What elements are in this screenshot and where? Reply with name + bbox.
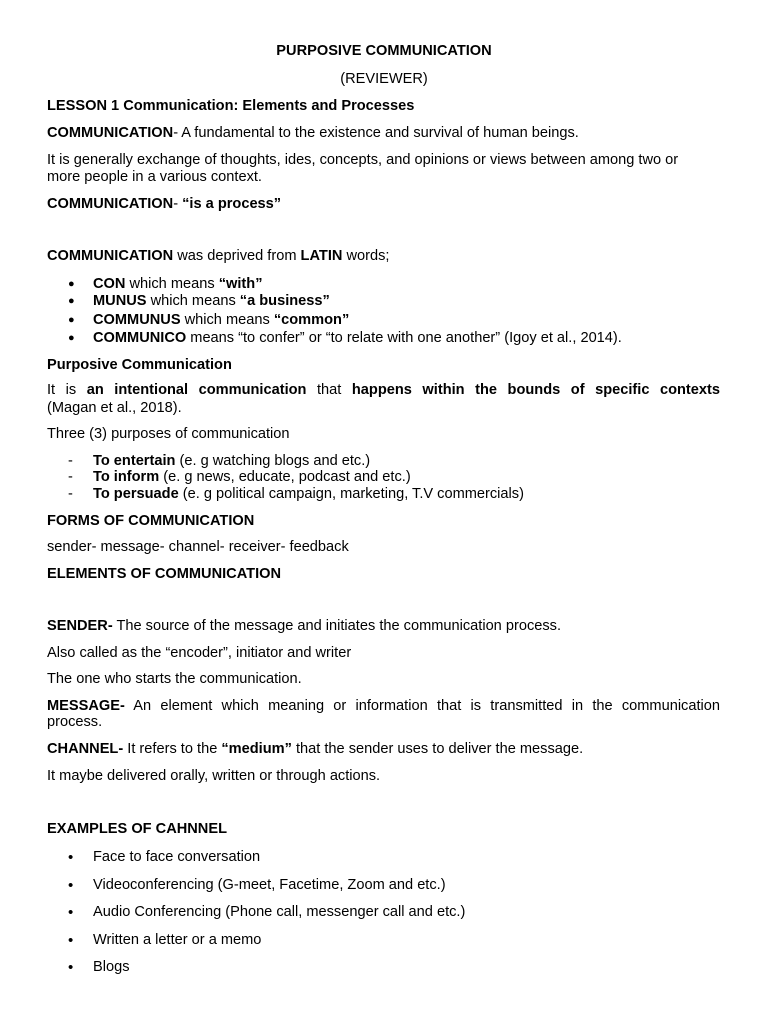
message-term: MESSAGE- xyxy=(47,698,125,714)
list-item: Face to face conversation xyxy=(93,849,261,865)
list-item: Videoconferencing (G-meet, Facetime, Zoom and etc.) xyxy=(93,877,446,893)
dash-icon: - xyxy=(68,453,73,469)
process-text: “is a process” xyxy=(182,196,282,212)
list-item xyxy=(93,453,370,470)
bullet-icon: ● xyxy=(68,278,75,290)
latin-term-communication: COMMUNICATION xyxy=(47,248,174,264)
bullet-icon: • xyxy=(68,959,74,976)
list-item-term: COMMUNICO xyxy=(93,330,187,346)
latin-text-b: words; xyxy=(342,248,390,264)
bullet-icon: • xyxy=(68,877,74,894)
latin-origin xyxy=(47,248,389,265)
message-text: An element which meaning or information that is transmitted in the communication xyxy=(124,698,720,714)
list-item-text: (e. g watching blogs and etc.) xyxy=(175,453,371,469)
channel-text: It refers to the xyxy=(123,741,222,757)
process-dash: - xyxy=(173,196,183,212)
message-definition-line-1 xyxy=(47,698,720,715)
list-item: Blogs xyxy=(93,959,130,975)
purposive-definition-line-2: (Magan et al., 2018). xyxy=(47,400,182,416)
purposive-heading: Purposive Communication xyxy=(47,357,232,373)
bullet-icon: • xyxy=(68,849,74,866)
document-title: PURPOSIVE COMMUNICATION xyxy=(276,43,492,59)
definition-text: - A fundamental to the existence and survival of human beings. xyxy=(173,125,579,141)
channel-text: that the sender uses to deliver the message. xyxy=(291,741,584,757)
process-statement xyxy=(47,196,281,213)
communication-definition xyxy=(47,125,579,142)
dash-icon: - xyxy=(68,469,73,485)
list-item-meaning: “a business” xyxy=(239,293,330,309)
bullet-icon: • xyxy=(68,932,74,949)
list-item xyxy=(93,312,349,329)
latin-text-a: was deprived from xyxy=(173,248,301,264)
bullet-icon: ● xyxy=(68,295,75,307)
list-item-text: which means xyxy=(125,276,219,292)
list-item xyxy=(93,293,330,310)
sender-aka: Also called as the “encoder”, initiator and writer xyxy=(47,645,352,661)
document-subtitle: (REVIEWER) xyxy=(340,71,428,87)
list-item-text: which means xyxy=(180,312,274,328)
list-item-text: means “to confer” or “to relate with one another” (Igoy et al., 2014). xyxy=(186,330,622,346)
bullet-icon: • xyxy=(68,904,74,921)
list-item-meaning: “common” xyxy=(273,312,350,328)
list-item xyxy=(93,469,411,486)
sender-starts: The one who starts the communication. xyxy=(47,671,302,687)
purposive-bold-text: happens within the bounds of specific contexts xyxy=(351,382,720,398)
list-item xyxy=(93,330,622,347)
process-term: COMMUNICATION xyxy=(47,196,174,212)
list-item: Written a letter or a memo xyxy=(93,932,262,948)
general-text-line-2: more people in a various context. xyxy=(47,169,262,185)
purposive-definition-line-1 xyxy=(47,382,720,399)
channel-term: CHANNEL- xyxy=(47,741,124,757)
list-item xyxy=(93,276,263,293)
list-item xyxy=(93,486,524,503)
sender-term: SENDER- xyxy=(47,618,113,634)
forms-text: sender- message- channel- receiver- feedback xyxy=(47,539,349,555)
list-item-text: (e. g news, educate, podcast and etc.) xyxy=(159,469,411,485)
list-item-term: MUNUS xyxy=(93,293,147,309)
bullet-icon: ● xyxy=(68,332,75,344)
purposes-intro: Three (3) purposes of communication xyxy=(47,426,290,442)
channel-delivery: It maybe delivered orally, written or through actions. xyxy=(47,768,381,784)
list-item-term: To persuade xyxy=(93,486,179,502)
forms-heading: FORMS OF COMMUNICATION xyxy=(47,513,255,529)
examples-heading: EXAMPLES OF CAHNNEL xyxy=(47,821,227,837)
list-item-text: which means xyxy=(146,293,240,309)
list-item-term: COMMUNUS xyxy=(93,312,181,328)
elements-heading: ELEMENTS OF COMMUNICATION xyxy=(47,566,282,582)
purposive-text: that xyxy=(306,382,352,398)
list-item-meaning: “with” xyxy=(218,276,263,292)
dash-icon: - xyxy=(68,486,73,502)
channel-medium: “medium” xyxy=(221,741,292,757)
list-item: Audio Conferencing (Phone call, messenger call and etc.) xyxy=(93,904,466,920)
sender-definition xyxy=(47,618,561,635)
latin-term-latin: LATIN xyxy=(300,248,343,264)
list-item-term: To inform xyxy=(93,469,160,485)
list-item-term: CON xyxy=(93,276,126,292)
purposive-bold-text: an intentional communication xyxy=(86,382,307,398)
general-text-line-1: It is generally exchange of thoughts, ides, concepts, and opinions or views between among two or xyxy=(47,152,679,168)
bullet-icon: ● xyxy=(68,314,75,326)
purposive-text: It is xyxy=(47,382,87,398)
message-definition-line-2: process. xyxy=(47,714,103,730)
list-item-text: (e. g political campaign, marketing, T.V commercials) xyxy=(178,486,524,502)
channel-definition xyxy=(47,741,583,758)
lesson-heading: LESSON 1 Communication: Elements and Processes xyxy=(47,98,415,114)
list-item-term: To entertain xyxy=(93,453,176,469)
sender-text: The source of the message and initiates the communication process. xyxy=(112,618,562,634)
definition-term: COMMUNICATION xyxy=(47,125,174,141)
